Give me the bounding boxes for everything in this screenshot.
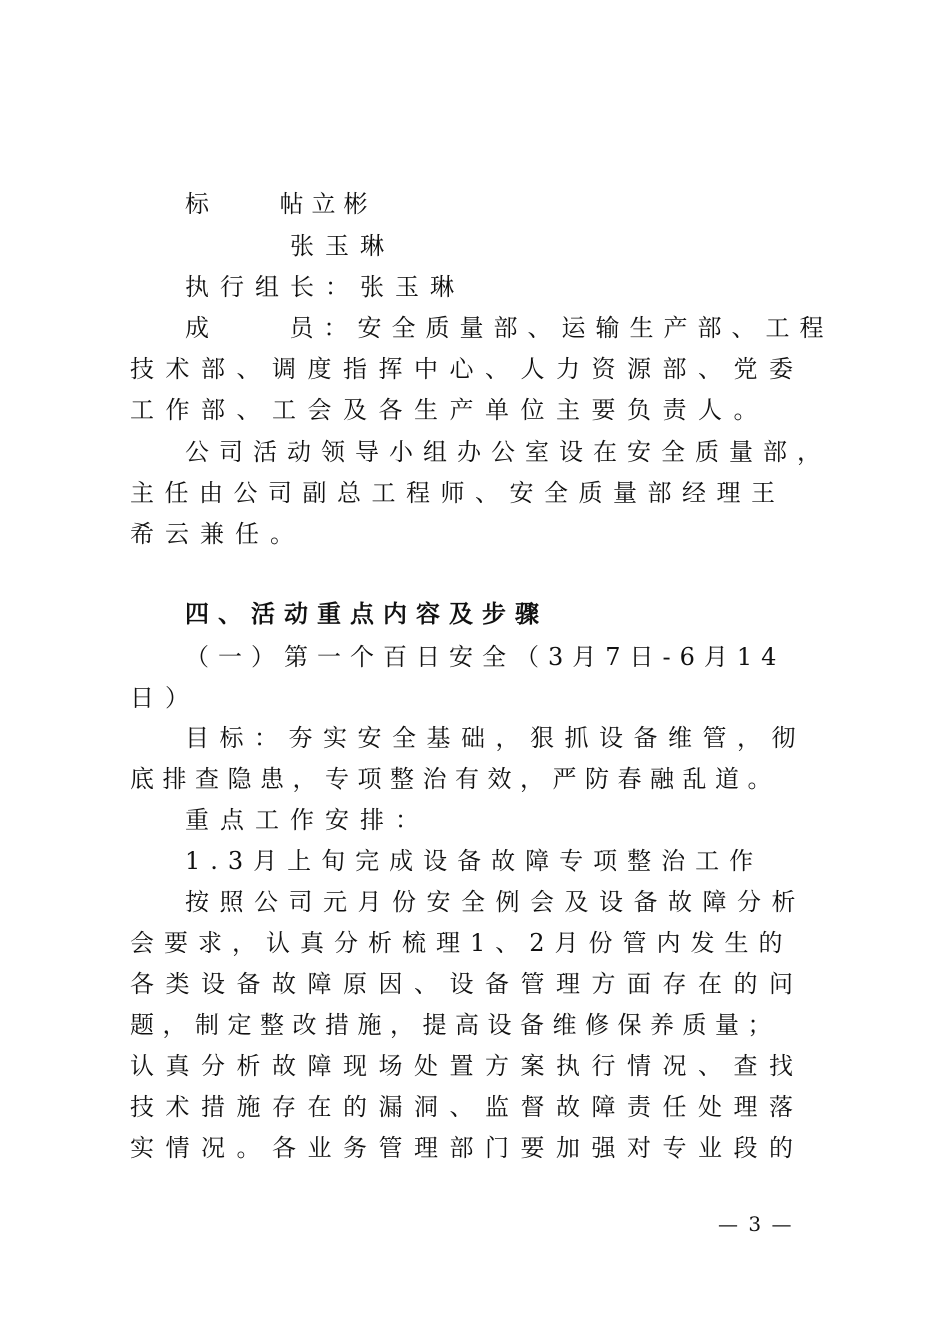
text-line: 认真分析故障现场处置方案执行情况、查找 bbox=[130, 1052, 805, 1080]
page-number: — 3 — bbox=[718, 1212, 794, 1236]
text-line: 重点工作安排： bbox=[185, 806, 430, 834]
text-line: 标 帖立彬 bbox=[185, 190, 376, 218]
text-line: 题，制定整改措施，提高设备维修保养质量； bbox=[130, 1011, 780, 1039]
text-line: 成 员：安全质量部、运输生产部、工程 bbox=[185, 314, 834, 342]
text-line: 技术措施存在的漏洞、监督故障责任处理落 bbox=[130, 1093, 805, 1121]
text-line: 实情况。各业务管理部门要加强对专业段的 bbox=[130, 1134, 805, 1162]
text-line: 张玉琳 bbox=[290, 232, 395, 260]
text-line: 主任由公司副总工程师、安全质量部经理王 bbox=[130, 479, 786, 507]
text-line: 公司活动领导小组办公室设在安全质量部， bbox=[185, 438, 831, 466]
text-line: 按照公司元月份安全例会及设备故障分析 bbox=[185, 888, 806, 916]
text-line: （一）第一个百日安全（3月7日-6月14 bbox=[185, 643, 786, 671]
text-line: 工作部、工会及各生产单位主要负责人。 bbox=[130, 396, 769, 424]
text-line: 日） bbox=[130, 684, 200, 712]
text-line: 各类设备故障原因、设备管理方面存在的问 bbox=[130, 970, 805, 998]
text-line: 底排查隐患，专项整治有效，严防春融乱道。 bbox=[130, 765, 780, 793]
text-line: 会要求，认真分析梳理1、2月份管内发生的 bbox=[130, 929, 793, 957]
text-line: 技术部、调度指挥中心、人力资源部、党委 bbox=[130, 355, 805, 383]
text-line: 1.3月上旬完成设备故障专项整治工作 bbox=[185, 847, 764, 875]
text-line: 希云兼任。 bbox=[130, 520, 305, 548]
text-line: 目标：夯实安全基础，狠抓设备维管，彻 bbox=[185, 724, 806, 752]
text-line: 执行组长：张玉琳 bbox=[185, 273, 465, 301]
section-heading: 四、活动重点内容及步骤 bbox=[185, 599, 548, 628]
